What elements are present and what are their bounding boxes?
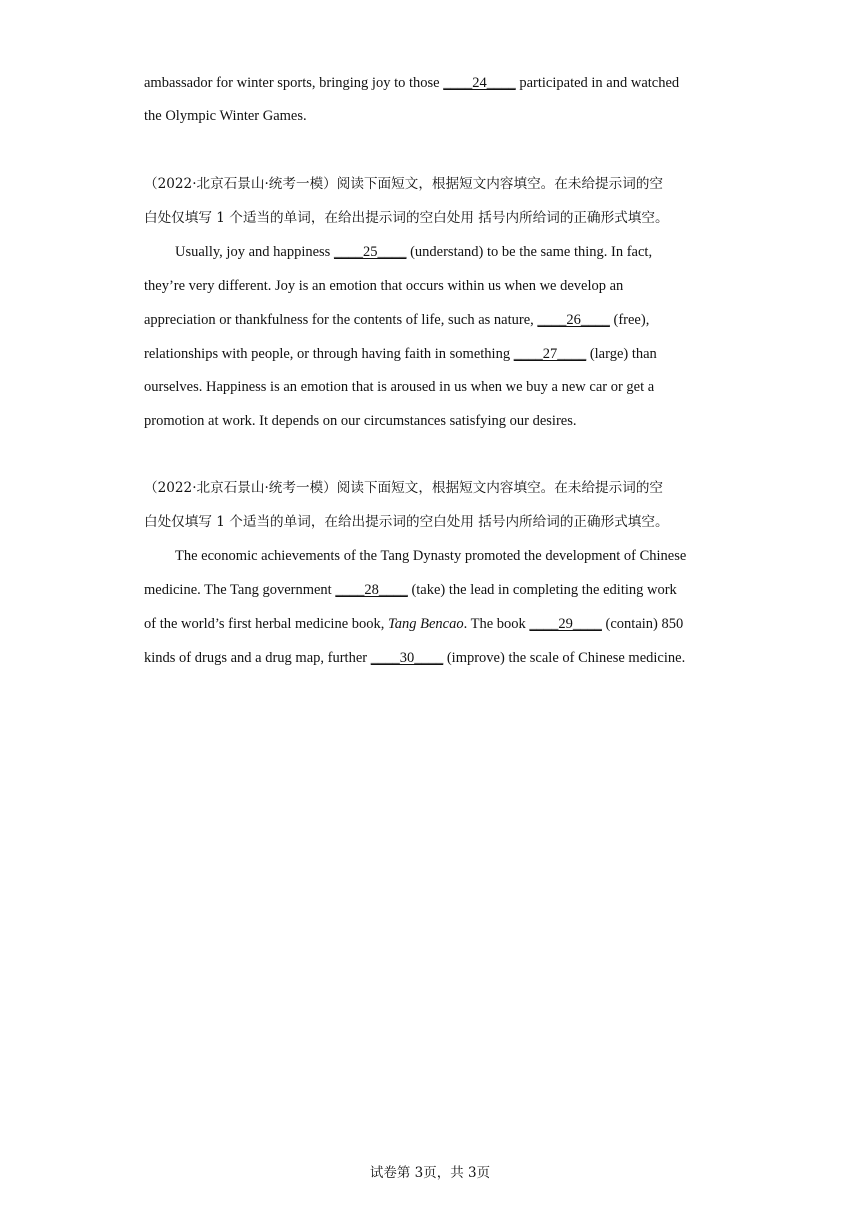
- passage3-line3: [144, 615, 683, 633]
- passage2-line5: ourselves. Happiness is an emotion that is aroused in us when we buy a new car or get a: [144, 379, 655, 395]
- book-title: Tang Bencao: [388, 616, 464, 632]
- text-segment: (understand) to be the same thing. In fact,: [406, 244, 653, 260]
- text-segment: kinds of drugs and a drug map, further: [144, 650, 371, 666]
- section2-instruction-line1: （2022·北京石景山·统考一模）阅读下面短文，根据短文内容填空。在未给提示词的空: [144, 176, 664, 192]
- blank-26[interactable]: ____26____: [537, 312, 610, 328]
- text-segment: appreciation or thankfulness for the contents of life, such as nature,: [144, 312, 538, 328]
- passage3-line1: The economic achievements of the Tang Dynasty promoted the development of Chinese: [175, 548, 687, 564]
- passage1-line1: [144, 74, 679, 92]
- passage2-line3: [144, 311, 649, 329]
- section2-instruction-line2: 白处仅填写 1 个适当的单词，在给出提示词的空白处用 括号内所给词的正确形式填空。: [144, 210, 669, 226]
- section3-instruction-line2: 白处仅填写 1 个适当的单词，在给出提示词的空白处用 括号内所给词的正确形式填空。: [144, 514, 669, 530]
- text-segment: (improve) the scale of Chinese medicine.: [443, 650, 686, 666]
- passage3-line2: [144, 581, 677, 599]
- blank-30[interactable]: ____30____: [370, 650, 444, 666]
- blank-29[interactable]: ____29____: [529, 616, 602, 632]
- blank-24[interactable]: ____24____: [443, 75, 516, 91]
- passage3-line4: [144, 649, 685, 667]
- text-segment: participated in and watched: [515, 75, 680, 91]
- blank-28[interactable]: ____28____: [335, 582, 408, 598]
- text-segment: of the world’s first herbal medicine book,: [144, 616, 389, 632]
- text-segment: Usually, joy and happiness: [175, 244, 334, 260]
- passage2-line6: promotion at work. It depends on our circumstances satisfying our desires.: [144, 413, 577, 429]
- text-segment: (contain) 850: [601, 616, 684, 632]
- passage1-line2: the Olympic Winter Games.: [144, 108, 307, 124]
- text-segment: medicine. The Tang government: [144, 582, 336, 598]
- text-segment: (large) than: [586, 346, 657, 362]
- page-footer: 试卷第 3页，共 3页: [369, 1165, 491, 1181]
- text-segment: ambassador for winter sports, bringing joy to those: [144, 75, 444, 91]
- passage2-line4: [144, 345, 657, 363]
- blank-25[interactable]: ____25____: [333, 244, 407, 260]
- text-segment: (take) the lead in completing the editing work: [407, 582, 677, 598]
- passage2-line2: they’re very different. Joy is an emotion that occurs within us when we develop an: [144, 278, 624, 294]
- blank-27[interactable]: ____27____: [513, 346, 587, 362]
- text-segment: (free),: [609, 312, 650, 328]
- section3-instruction-line1: （2022·北京石景山·统考一模）阅读下面短文，根据短文内容填空。在未给提示词的空: [144, 480, 664, 496]
- text-segment: . The book: [463, 616, 530, 632]
- passage2-line1: [175, 243, 652, 261]
- text-segment: relationships with people, or through having faith in something: [144, 346, 514, 362]
